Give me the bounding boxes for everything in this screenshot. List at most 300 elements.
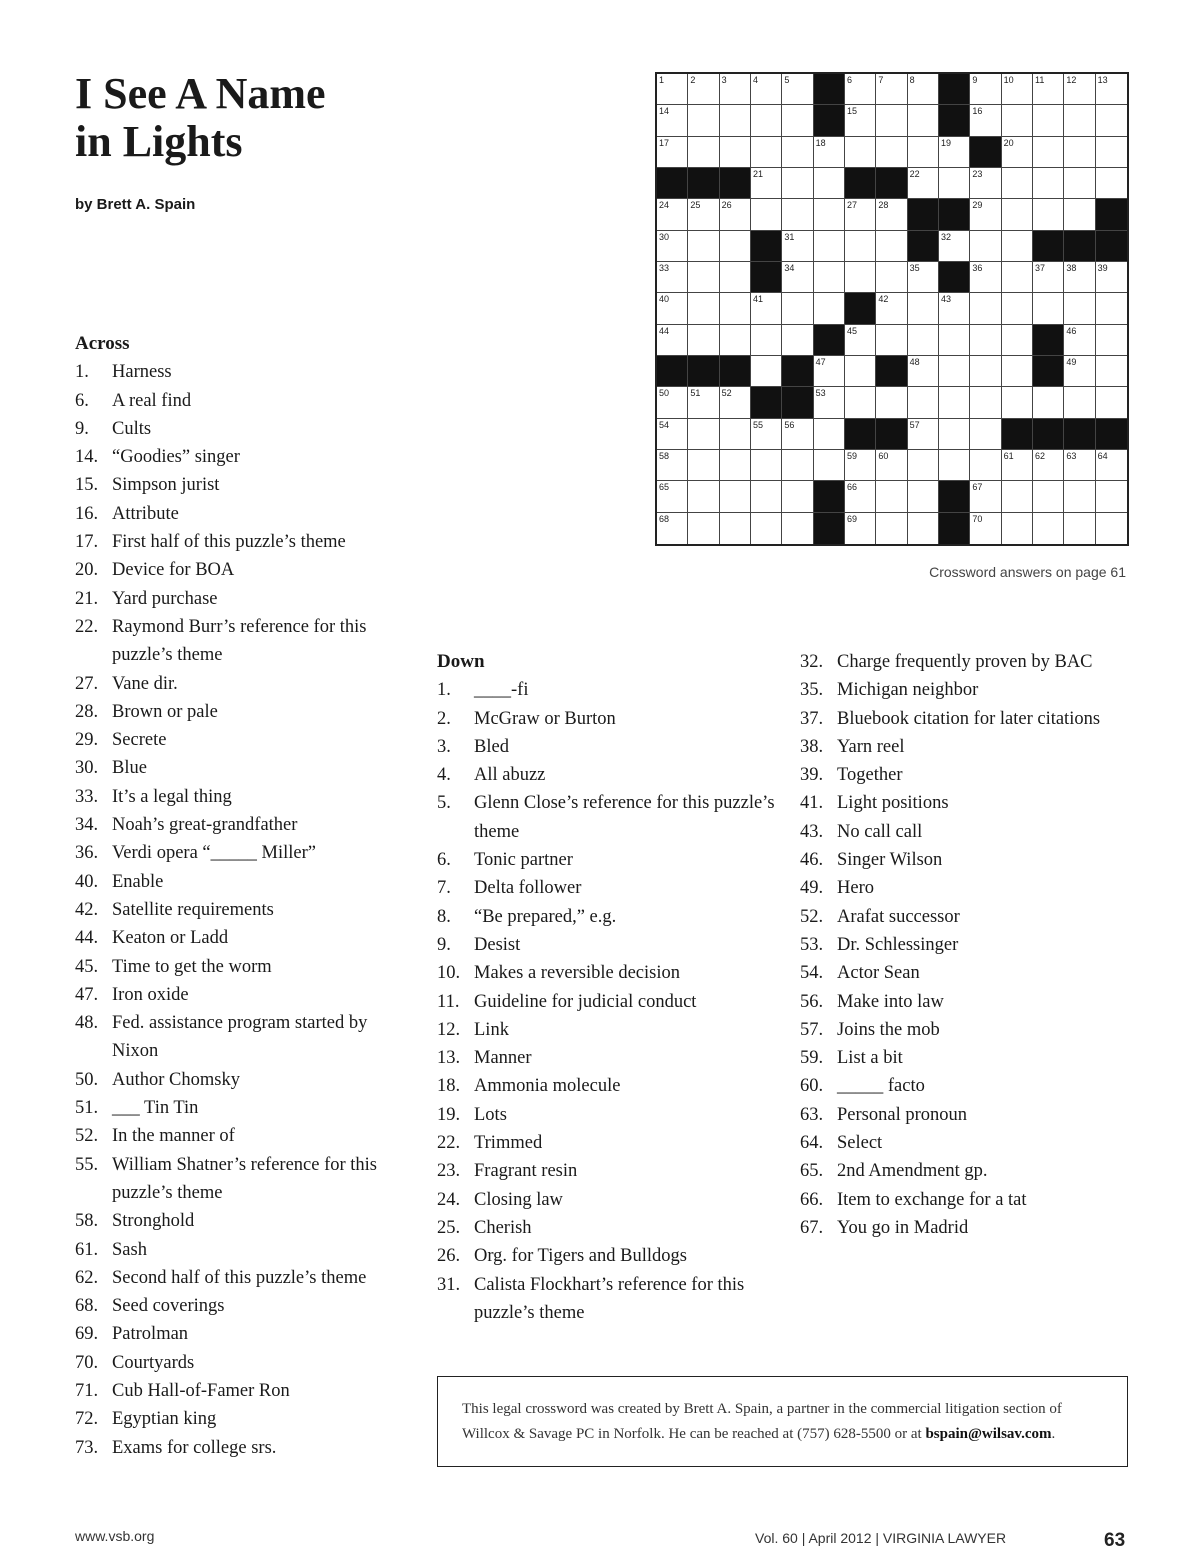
grid-cell[interactable] (908, 419, 939, 450)
grid-cell[interactable] (1096, 137, 1127, 168)
grid-cell[interactable] (688, 387, 719, 418)
grid-cell[interactable] (688, 450, 719, 481)
clue-item (437, 1214, 777, 1242)
grid-cell[interactable] (782, 325, 813, 356)
clue-number: 13. (437, 1048, 461, 1069)
grid-cell[interactable] (845, 105, 876, 136)
clue-number: 23. (437, 1161, 461, 1182)
grid-cell[interactable] (1002, 450, 1033, 481)
grid-cell[interactable] (782, 262, 813, 293)
clue-number: 70. (75, 1352, 99, 1373)
grid-cell[interactable] (939, 325, 970, 356)
grid-cell[interactable] (720, 513, 751, 544)
grid-cell[interactable] (970, 325, 1001, 356)
clue-text: It’s a legal thing (112, 786, 232, 807)
grid-block (1064, 231, 1095, 262)
clue-number: 73. (75, 1437, 99, 1458)
grid-cell[interactable] (782, 74, 813, 105)
grid-cell[interactable] (845, 262, 876, 293)
grid-cell[interactable] (1033, 105, 1064, 136)
grid-cell[interactable] (688, 231, 719, 262)
grid-cell[interactable] (876, 450, 907, 481)
grid-cell[interactable] (845, 481, 876, 512)
clue-text: Tonic partner (474, 850, 573, 871)
clue-text: Time to get the worm (112, 956, 272, 977)
clue-text: 2nd Amendment gp. (837, 1161, 988, 1182)
grid-cell[interactable] (782, 199, 813, 230)
grid-block (688, 356, 719, 387)
clue-item (75, 1236, 405, 1264)
down-clues-column-1 (437, 648, 777, 1327)
grid-cell[interactable] (1033, 262, 1064, 293)
clue-item (75, 1264, 405, 1292)
grid-cell[interactable] (1002, 199, 1033, 230)
page-number: 63 (1104, 1530, 1126, 1551)
grid-cell[interactable] (939, 137, 970, 168)
grid-cell[interactable] (1096, 513, 1127, 544)
clue-number: 32. (800, 652, 824, 672)
grid-cell[interactable] (720, 105, 751, 136)
clue-item (75, 726, 405, 754)
grid-cell[interactable] (814, 137, 845, 168)
grid-cell[interactable] (908, 137, 939, 168)
grid-cell-number: 25 (690, 200, 701, 211)
grid-cell[interactable] (657, 199, 688, 230)
grid-cell[interactable] (688, 74, 719, 105)
grid-cell[interactable] (876, 513, 907, 544)
grid-cell[interactable] (751, 325, 782, 356)
grid-cell[interactable] (908, 74, 939, 105)
grid-cell[interactable] (1002, 231, 1033, 262)
down-clues-column-2 (800, 648, 1140, 1242)
grid-cell[interactable] (970, 356, 1001, 387)
grid-cell[interactable] (1096, 387, 1127, 418)
grid-cell[interactable] (876, 199, 907, 230)
clue-text: William Shatner’s reference for this puzzle’s theme (112, 1154, 378, 1203)
grid-cell[interactable] (688, 199, 719, 230)
grid-cell[interactable] (1064, 168, 1095, 199)
grid-cell[interactable] (1002, 513, 1033, 544)
grid-cell[interactable] (751, 137, 782, 168)
grid-cell-number: 39 (1097, 263, 1108, 273)
grid-cell[interactable] (970, 513, 1001, 544)
clue-item (75, 1349, 405, 1377)
grid-cell[interactable] (1064, 105, 1095, 136)
grid-cell[interactable] (1002, 293, 1033, 324)
grid-cell[interactable] (814, 262, 845, 293)
across-heading: Across (75, 333, 130, 354)
grid-cell[interactable] (782, 481, 813, 512)
grid-cell[interactable] (1096, 105, 1127, 136)
grid-cell[interactable] (688, 325, 719, 356)
grid-cell[interactable] (751, 168, 782, 199)
grid-cell-number: 24 (659, 200, 670, 211)
clue-item (437, 931, 777, 959)
grid-cell[interactable] (908, 356, 939, 387)
grid-cell[interactable] (782, 231, 813, 262)
grid-cell[interactable] (876, 105, 907, 136)
grid-cell[interactable] (814, 450, 845, 481)
grid-cell[interactable] (720, 74, 751, 105)
grid-cell-number: 15 (847, 106, 858, 117)
grid-block (1033, 419, 1064, 450)
grid-cell[interactable] (720, 137, 751, 168)
grid-cell-number: 54 (659, 419, 670, 430)
grid-cell[interactable] (657, 262, 688, 293)
grid-cell[interactable] (657, 387, 688, 418)
grid-cell[interactable] (814, 231, 845, 262)
clue-text: Delta follower (474, 878, 582, 899)
grid-cell-number: 53 (815, 388, 826, 399)
clue-text: Stronghold (112, 1211, 195, 1232)
grid-cell[interactable] (876, 387, 907, 418)
byline: by Brett A. Spain (75, 196, 196, 213)
clue-text: Enable (112, 871, 164, 892)
grid-cell[interactable] (1033, 513, 1064, 544)
clue-text: Iron oxide (112, 984, 189, 1005)
clue-number: 16. (75, 503, 99, 524)
grid-cell[interactable] (657, 231, 688, 262)
grid-cell[interactable] (657, 513, 688, 544)
clue-number: 14. (75, 447, 99, 468)
clue-item (437, 1129, 777, 1157)
grid-cell-number: 69 (847, 513, 858, 524)
clue-item (800, 1214, 1140, 1242)
grid-cell[interactable] (845, 137, 876, 168)
clue-number: 47. (75, 984, 99, 1005)
grid-cell[interactable] (688, 293, 719, 324)
grid-cell[interactable] (1002, 137, 1033, 168)
grid-cell[interactable] (876, 74, 907, 105)
grid-cell[interactable] (1002, 74, 1033, 105)
grid-cell[interactable] (751, 199, 782, 230)
grid-cell[interactable] (1096, 74, 1127, 105)
footer-issue: Vol. 60 | April 2012 | VIRGINIA LAWYER (755, 1530, 1007, 1546)
clue-text: Blue (112, 758, 147, 779)
grid-cell[interactable] (1033, 450, 1064, 481)
clue-item (75, 698, 405, 726)
grid-cell-number: 1 (659, 75, 665, 85)
clue-item (75, 1405, 405, 1433)
grid-cell[interactable] (1033, 168, 1064, 199)
clue-text: Charge frequently proven by BAC (837, 652, 1093, 672)
grid-cell[interactable] (782, 105, 813, 136)
grid-cell[interactable] (1033, 137, 1064, 168)
author-bio-end: . (1051, 1426, 1056, 1442)
grid-cell[interactable] (751, 293, 782, 324)
grid-cell[interactable] (1096, 356, 1127, 387)
grid-cell[interactable] (657, 74, 688, 105)
grid-block (1064, 419, 1095, 450)
grid-cell[interactable] (970, 74, 1001, 105)
grid-cell[interactable] (908, 450, 939, 481)
grid-block (814, 481, 845, 512)
author-bio-text: This legal crossword was created by Brett A. Spain, a partner in the commercial litigation section of Willcox & Savage PC in Norfolk. He can be reached at (757) 628-5500 or at (462, 1401, 1062, 1442)
grid-cell[interactable] (751, 356, 782, 387)
grid-block (1096, 199, 1127, 230)
grid-block (939, 513, 970, 544)
grid-cell[interactable] (1064, 513, 1095, 544)
grid-cell[interactable] (970, 450, 1001, 481)
grid-cell[interactable] (1064, 481, 1095, 512)
clue-item (437, 1186, 777, 1214)
grid-cell[interactable] (1002, 325, 1033, 356)
grid-block (782, 387, 813, 418)
grid-cell[interactable] (814, 419, 845, 450)
grid-block (657, 168, 688, 199)
grid-cell[interactable] (845, 199, 876, 230)
grid-cell[interactable] (939, 419, 970, 450)
clue-text: A real find (112, 390, 192, 411)
down-clue-list-2 (800, 648, 1140, 1242)
grid-cell-number: 22 (909, 169, 920, 179)
clue-item (75, 1292, 405, 1320)
grid-cell[interactable] (876, 481, 907, 512)
grid-cell[interactable] (720, 262, 751, 293)
clue-item (437, 733, 777, 761)
grid-cell[interactable] (1064, 262, 1095, 293)
clue-number: 60. (800, 1076, 824, 1097)
grid-cell-number: 56 (784, 419, 795, 430)
grid-cell[interactable] (970, 293, 1001, 324)
grid-cell[interactable] (1096, 168, 1127, 199)
grid-cell[interactable] (657, 450, 688, 481)
grid-cell[interactable] (939, 168, 970, 199)
grid-cell[interactable] (720, 199, 751, 230)
clue-number: 6. (437, 850, 451, 871)
grid-cell[interactable] (970, 105, 1001, 136)
grid-cell[interactable] (657, 419, 688, 450)
footer-website[interactable]: www.vsb.org (75, 1528, 155, 1544)
clue-item (437, 705, 777, 733)
grid-cell[interactable] (720, 231, 751, 262)
grid-cell[interactable] (845, 325, 876, 356)
grid-cell[interactable] (751, 481, 782, 512)
grid-cell[interactable] (751, 513, 782, 544)
grid-cell[interactable] (970, 168, 1001, 199)
grid-block (876, 168, 907, 199)
grid-cell[interactable] (1064, 387, 1095, 418)
grid-cell[interactable] (1096, 325, 1127, 356)
grid-cell[interactable] (1064, 356, 1095, 387)
grid-cell[interactable] (1002, 356, 1033, 387)
grid-cell[interactable] (876, 137, 907, 168)
clue-number: 50. (75, 1069, 99, 1090)
clue-text: Egyptian king (112, 1409, 217, 1430)
clue-number: 35. (800, 680, 824, 701)
grid-cell[interactable] (1064, 199, 1095, 230)
grid-cell[interactable] (876, 293, 907, 324)
grid-cell-number: 67 (972, 482, 983, 493)
grid-cell[interactable] (814, 387, 845, 418)
grid-cell[interactable] (782, 450, 813, 481)
grid-cell-number: 57 (909, 419, 920, 430)
grid-cell[interactable] (1033, 74, 1064, 105)
clue-item (437, 903, 777, 931)
clue-text: All abuzz (474, 765, 546, 786)
clue-number: 44. (75, 928, 99, 949)
grid-cell[interactable] (688, 481, 719, 512)
clue-text: Ammonia molecule (474, 1076, 621, 1097)
clue-item (437, 846, 777, 874)
grid-cell[interactable] (782, 293, 813, 324)
grid-cell[interactable] (939, 450, 970, 481)
grid-cell[interactable] (845, 450, 876, 481)
grid-cell[interactable] (845, 356, 876, 387)
grid-cell[interactable] (814, 199, 845, 230)
grid-block (845, 168, 876, 199)
grid-cell[interactable] (688, 262, 719, 293)
grid-cell-number: 30 (659, 231, 670, 242)
grid-cell-number: 45 (847, 325, 858, 336)
clue-number: 46. (800, 850, 824, 871)
grid-cell[interactable] (720, 387, 751, 418)
grid-cell[interactable] (845, 513, 876, 544)
clue-item (75, 839, 405, 867)
grid-block (876, 419, 907, 450)
grid-cell[interactable] (1033, 293, 1064, 324)
grid-cell[interactable] (688, 419, 719, 450)
clue-text: Together (837, 765, 903, 786)
clue-item (800, 1072, 1140, 1100)
grid-cell[interactable] (845, 387, 876, 418)
grid-cell[interactable] (657, 293, 688, 324)
grid-cell[interactable] (1064, 450, 1095, 481)
grid-cell[interactable] (970, 387, 1001, 418)
grid-cell-number: 26 (721, 200, 732, 211)
clue-item (800, 1157, 1140, 1185)
grid-cell[interactable] (908, 168, 939, 199)
grid-cell[interactable] (688, 513, 719, 544)
grid-cell[interactable] (1096, 450, 1127, 481)
clue-text: Guideline for judicial conduct (474, 991, 697, 1012)
grid-cell[interactable] (1033, 199, 1064, 230)
clue-text: In the manner of (112, 1126, 235, 1147)
grid-cell[interactable] (908, 262, 939, 293)
grid-cell[interactable] (908, 325, 939, 356)
grid-cell[interactable] (1002, 481, 1033, 512)
grid-cell[interactable] (845, 231, 876, 262)
grid-cell[interactable] (720, 325, 751, 356)
grid-cell[interactable] (1064, 293, 1095, 324)
clue-number: 26. (437, 1246, 461, 1267)
grid-cell[interactable] (876, 262, 907, 293)
grid-cell-number: 11 (1035, 75, 1045, 85)
grid-cell-number: 23 (972, 169, 983, 179)
grid-cell[interactable] (782, 419, 813, 450)
grid-cell[interactable] (845, 74, 876, 105)
grid-cell-number: 31 (784, 231, 795, 242)
clue-text: Trimmed (474, 1133, 543, 1154)
grid-cell[interactable] (751, 450, 782, 481)
grid-cell[interactable] (657, 137, 688, 168)
grid-cell[interactable] (814, 356, 845, 387)
grid-cell[interactable] (970, 231, 1001, 262)
clue-item (800, 1044, 1140, 1072)
grid-cell[interactable] (1002, 105, 1033, 136)
clue-item (75, 528, 405, 556)
grid-cell[interactable] (1096, 262, 1127, 293)
grid-cell[interactable] (1096, 293, 1127, 324)
clue-number: 2. (437, 708, 451, 729)
clue-text: Joins the mob (837, 1019, 940, 1040)
clue-text: Personal pronoun (837, 1104, 967, 1125)
grid-cell[interactable] (939, 356, 970, 387)
grid-cell[interactable] (939, 231, 970, 262)
grid-cell-number: 59 (847, 451, 858, 461)
clue-number: 19. (437, 1104, 461, 1125)
grid-cell[interactable] (1002, 262, 1033, 293)
grid-cell[interactable] (908, 481, 939, 512)
grid-cell[interactable] (1033, 481, 1064, 512)
grid-cell[interactable] (939, 293, 970, 324)
grid-cell[interactable] (688, 105, 719, 136)
clue-number: 63. (800, 1104, 824, 1125)
clue-text: Cults (112, 418, 152, 439)
grid-cell[interactable] (688, 137, 719, 168)
grid-cell[interactable] (970, 262, 1001, 293)
down-heading: Down (437, 651, 485, 672)
grid-cell[interactable] (1002, 168, 1033, 199)
grid-cell[interactable] (876, 325, 907, 356)
grid-cell[interactable] (908, 387, 939, 418)
grid-block (876, 356, 907, 387)
grid-cell[interactable] (720, 481, 751, 512)
grid-cell[interactable] (814, 293, 845, 324)
grid-cell[interactable] (908, 513, 939, 544)
grid-cell[interactable] (720, 293, 751, 324)
grid-cell[interactable] (782, 513, 813, 544)
grid-cell[interactable] (970, 419, 1001, 450)
grid-cell[interactable] (1064, 137, 1095, 168)
grid-cell[interactable] (939, 387, 970, 418)
clue-item (75, 1377, 405, 1405)
grid-cell[interactable] (720, 419, 751, 450)
clue-number: 72. (75, 1409, 99, 1430)
grid-cell[interactable] (1002, 387, 1033, 418)
grid-cell[interactable] (908, 293, 939, 324)
grid-cell[interactable] (1096, 481, 1127, 512)
grid-cell[interactable] (657, 325, 688, 356)
grid-cell[interactable] (1064, 74, 1095, 105)
grid-cell-number: 63 (1066, 451, 1077, 461)
author-email[interactable]: bspain@wilsav.com (925, 1426, 1052, 1442)
grid-cell[interactable] (751, 419, 782, 450)
grid-block (845, 419, 876, 450)
grid-cell-number: 28 (878, 200, 889, 211)
grid-cell[interactable] (970, 481, 1001, 512)
grid-cell[interactable] (908, 105, 939, 136)
grid-cell[interactable] (1064, 325, 1095, 356)
grid-cell[interactable] (657, 105, 688, 136)
grid-cell[interactable] (720, 450, 751, 481)
grid-cell[interactable] (1033, 387, 1064, 418)
clue-item (75, 1207, 405, 1235)
grid-cell[interactable] (782, 137, 813, 168)
grid-cell[interactable] (782, 168, 813, 199)
grid-cell[interactable] (657, 481, 688, 512)
grid-cell-number: 13 (1097, 75, 1108, 85)
grid-cell[interactable] (970, 199, 1001, 230)
clue-number: 55. (75, 1154, 99, 1175)
grid-cell-number: 37 (1035, 263, 1046, 273)
grid-cell[interactable] (751, 74, 782, 105)
clue-item (800, 761, 1140, 789)
grid-cell-number: 70 (972, 513, 983, 524)
grid-cell[interactable] (814, 168, 845, 199)
grid-cell[interactable] (876, 231, 907, 262)
grid-cell[interactable] (751, 105, 782, 136)
